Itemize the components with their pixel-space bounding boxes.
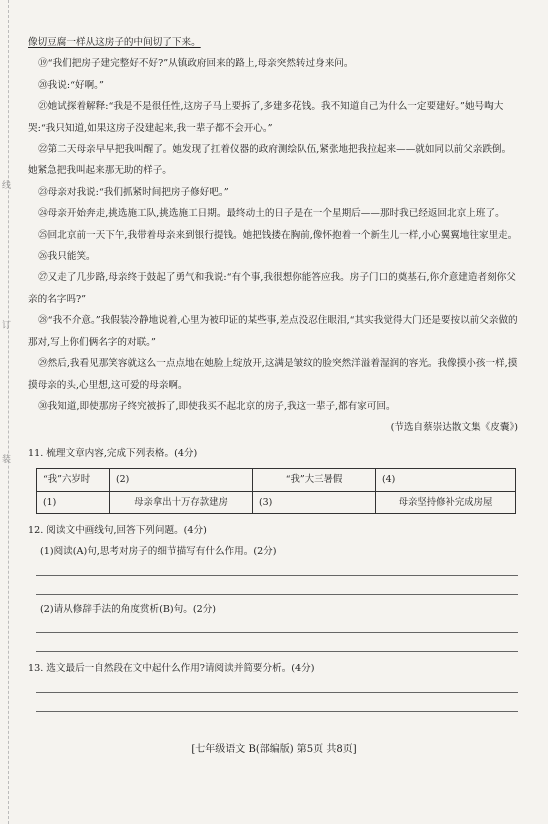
passage-paragraph: ㉒第二天母亲早早把我叫醒了。她发现了扛着仪器的政府测绘队伍,紧张地把我拉起来——就如同以前父亲跌倒。她紧急把我叫起来那无助的样子。 xyxy=(28,144,512,177)
passage-paragraph: ⑲“我们把房子建完整好不好?”从镇政府回来的路上,母亲突然转过身来问。 xyxy=(38,58,354,70)
passage-paragraph: ㉕回北京前一天下午,我带着母亲来到银行提钱。她把钱搂在胸前,像怀抱着一个新生儿一样,小心翼翼地往家里走。 xyxy=(38,229,518,241)
summary-table xyxy=(36,468,516,514)
question-13: 13. 选文最后一自然段在文中起什么作用?请阅读并简要分析。(4分) xyxy=(28,663,315,675)
passage-paragraph: ㉚我知道,即使那房子终究被拆了,即使我买不起北京的房子,我这一辈子,都有家可回。 xyxy=(38,400,396,412)
answer-line[interactable] xyxy=(36,711,518,712)
margin-mark: 线 xyxy=(2,181,12,191)
question-12-1: (1)阅读(A)句,思考对房子的细节描写有什么作用。(2分) xyxy=(40,546,277,558)
answer-line[interactable] xyxy=(36,632,518,633)
answer-line[interactable] xyxy=(36,692,518,693)
passage-paragraph: ⑳我说:“好啊。” xyxy=(38,79,104,91)
table-cell[interactable]: (1) xyxy=(37,491,110,513)
table-cell[interactable]: (3) xyxy=(253,491,376,513)
question-12-2: (2)请从修辞手法的角度赏析(B)句。(2分) xyxy=(40,603,217,615)
table-cell: 母亲坚持修补完成房屋 xyxy=(376,491,516,513)
margin-mark: 装 xyxy=(2,455,12,465)
passage-paragraph: ㉖我只能笑。 xyxy=(38,251,96,263)
margin-mark: 订 xyxy=(2,321,12,331)
page-content xyxy=(28,32,518,712)
passage-paragraph: ㉗又走了几步路,母亲终于鼓起了勇气和我说:“有个事,我很想你能答应我。房子门口的奠基石,你介意建造者刻你父亲的名字吗?” xyxy=(28,272,516,305)
table-cell[interactable]: (2) xyxy=(110,469,253,491)
table-cell: “我”大三暑假 xyxy=(253,469,376,491)
table-cell: 母亲拿出十万存款建房 xyxy=(110,491,253,513)
passage-paragraph: ㉑她试探着解释:“我是不是很任性,这房子马上要拆了,多建多花钱。我不知道自己为什么一定要建好。”她号啕大哭:“我只知道,如果这房子没建起来,我一辈子都不会开心。” xyxy=(28,101,504,134)
table-cell: “我”六岁时 xyxy=(37,469,110,491)
binding-line xyxy=(8,0,9,824)
table-cell[interactable]: (4) xyxy=(376,469,516,491)
passage-source: (节选自蔡崇达散文集《皮囊》) xyxy=(390,422,518,434)
passage-paragraph: ㉙然后,我看见那笑容就这么一点点地在她脸上绽放开,这满是皱纹的脸突然洋溢着湿润的容光。我像摸小孩一样,摸摸母亲的头,心里想,这可爱的母亲啊。 xyxy=(28,358,518,391)
passage-paragraph: ㉔母亲开始奔走,挑选施工队,挑选施工日期。最终动土的日子是在一个星期后——那时我已经返回北京上班了。 xyxy=(38,208,505,220)
answer-line[interactable] xyxy=(36,575,518,576)
passage-paragraph: 像切豆腐一样从这房子的中间切了下来。 xyxy=(28,37,201,48)
passage-paragraph: ㉘“我不介意。”我假装冷静地说着,心里为被印证的某些事,差点没忍住眼泪,“其实我觉得大门还是要按以前父亲做的那对,写上你们俩名字的对联。” xyxy=(28,315,518,348)
page-footer: [七年级语文 B(部编版) 第5页 共8页] xyxy=(191,744,357,755)
question-12: 12. 阅读文中画线句,回答下列问题。(4分) xyxy=(28,524,207,536)
answer-line[interactable] xyxy=(36,594,518,595)
passage-paragraph: ㉓母亲对我说:“我们抓紧时间把房子修好吧。” xyxy=(38,186,229,198)
answer-line[interactable] xyxy=(36,651,518,652)
question-11: 11. 梳理文章内容,完成下列表格。(4分) xyxy=(28,447,198,459)
